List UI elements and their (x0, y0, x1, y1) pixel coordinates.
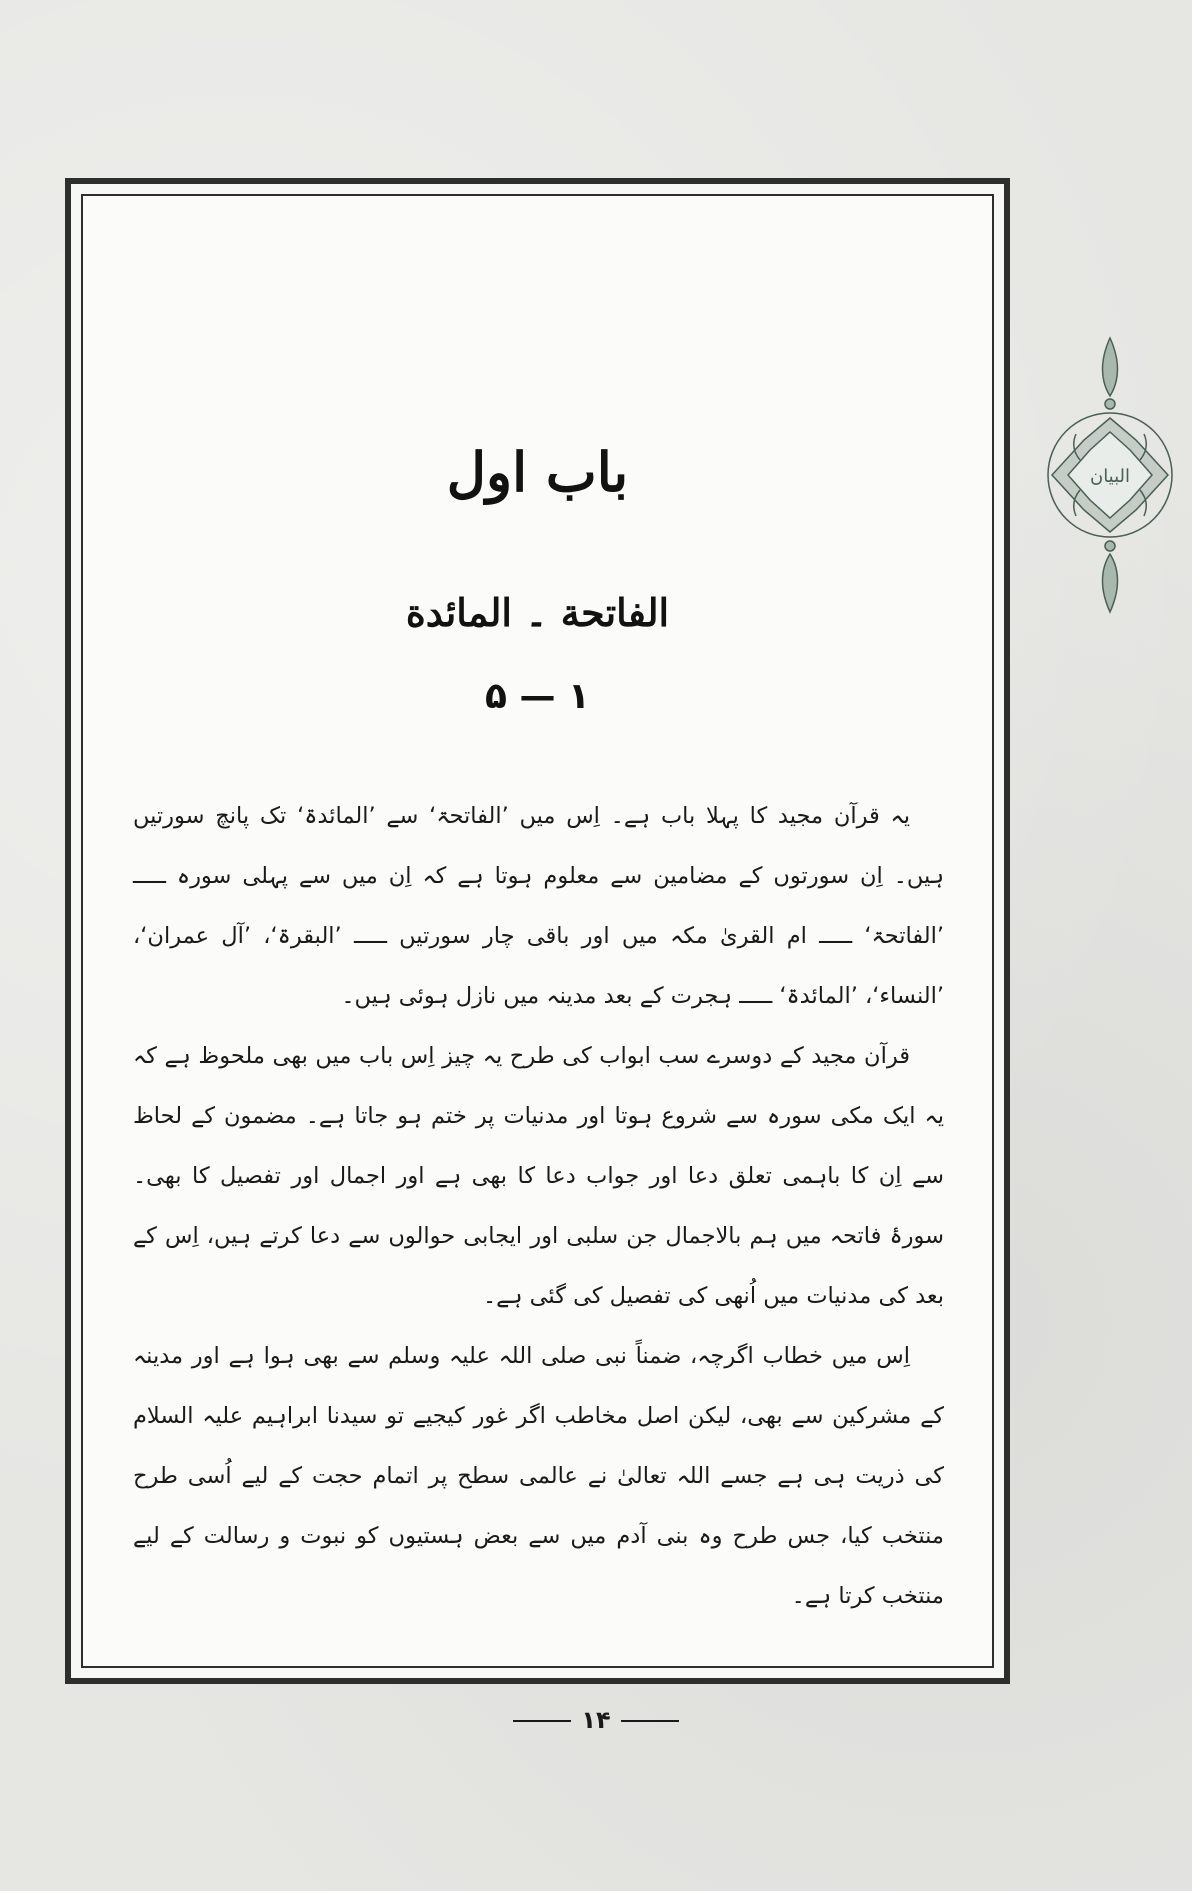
page-number-dash (513, 1720, 571, 1722)
body-text (133, 786, 944, 1626)
paragraph: قرآن مجید کے دوسرے سب ابواب کی طرح یہ چیز اِس باب میں بھی ملحوظ ہے کہ یہ ایک مکی سورہ سے شروع ہوتا اور مدنیات پر ختم ہو جاتا ہے۔ مضمون کے لحاظ سے اِن کا باہمی تعلق دعا اور جواب دعا کا بھی ہے اور اجمال اور تفصیل کا بھی۔ سورۂ فاتحہ میں ہم بالاجمال جن سلبی اور ایجابی حوالوں سے دعا کرتے ہیں، اِس کے بعد کی مدنیات میں اُنھی کی تفصیل کی گئی ہے۔ (133, 1043, 944, 1309)
ornament-label: البیان (1089, 466, 1131, 487)
ornament-medallion-icon (1040, 330, 1180, 620)
chapter-title: باب اول (446, 440, 629, 504)
page-number-dash (621, 1720, 679, 1722)
paragraph: اِس میں خطاب اگرچہ، ضمناً نبی صلی اللہ علیہ وسلم سے بھی ہوا ہے اور مدینہ کے مشرکین سے بھی، لیکن اصل مخاطب اگر غور کیجیے تو سیدنا ابراہیم علیہ السلام کی ذریت ہی ہے جسے اللہ تعالیٰ نے عالمی سطح پر اتمام حجت کے لیے اُسی طرح منتخب کیا، جس طرح وہ بنی آدم میں سے بعض ہستیوں کو نبوت و رسالت کے لیے منتخب کرتا ہے۔ (133, 1343, 944, 1609)
chapter-verse-range: ۱ — ۵ (484, 676, 591, 717)
page-frame-inner (81, 194, 994, 1668)
paragraph: یہ قرآن مجید کا پہلا باب ہے۔ اِس میں ’الفاتحۃ‘ سے ’المائدۃ‘ تک پانچ سورتیں ہیں۔ اِن سورتوں کے مضامین سے معلوم ہوتا ہے کہ اِن میں سے پہلی سورہ ـــــ ’الفاتحۃ‘ ـــــ ام القریٰ مکہ میں اور باقی چار سورتیں ـــــ ’البقرۃ‘، ’آل عمران‘، ’النساء‘، ’المائدۃ‘ ـــــ ہجرت کے بعد مدینہ میں نازل ہوئی ہیں۔ (133, 803, 944, 1009)
page-number (0, 1706, 1192, 1734)
chapter-subtitle: الفاتحة ۔ المائدة (405, 590, 670, 635)
page-number-value: ۱۴ (581, 1706, 611, 1734)
page-frame-outer (65, 178, 1010, 1684)
